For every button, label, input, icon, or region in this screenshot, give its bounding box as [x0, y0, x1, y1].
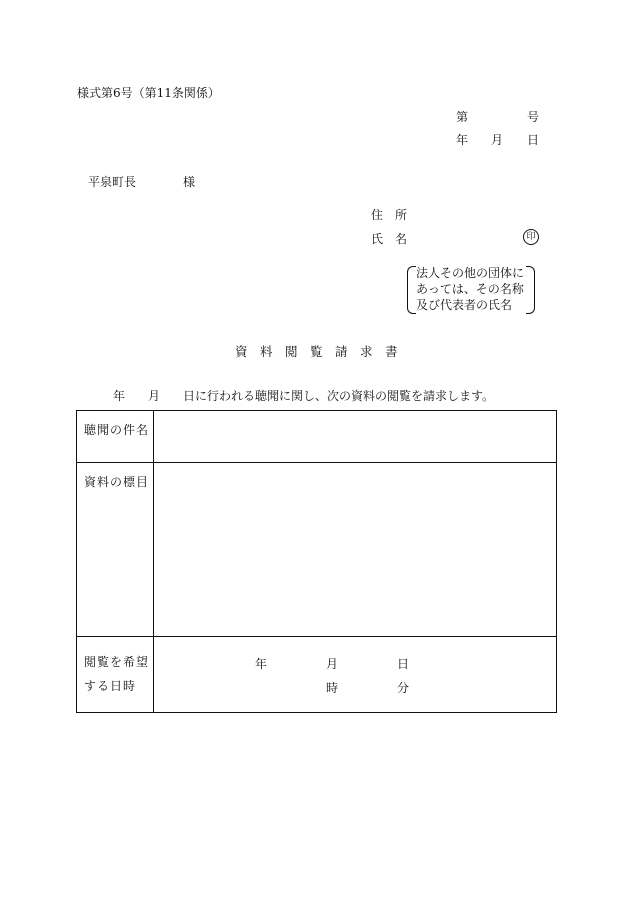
date-month: 月	[491, 133, 504, 147]
dt-hour: 時	[326, 681, 339, 695]
date-year: 年	[456, 133, 469, 147]
doc-number-go: 号	[527, 110, 540, 124]
note-right-bracket	[526, 266, 535, 314]
dt-year: 年	[255, 657, 268, 671]
name-label: 氏 名	[371, 232, 408, 246]
table-row	[77, 463, 557, 637]
intro-text: 日に行われる聴聞に関し、次の資料の閲覧を請求します。	[183, 389, 495, 403]
date-day: 日	[527, 133, 540, 147]
note-line: 法人その他の団体に	[416, 266, 525, 280]
document-title: 資 料 閲 覧 請 求 書	[235, 344, 398, 359]
hearing-subject-field[interactable]	[154, 411, 557, 463]
materials-label: 資料の標目	[84, 475, 150, 489]
address-label: 住 所	[371, 208, 408, 222]
datetime-field[interactable]	[154, 637, 557, 713]
table-row	[77, 637, 557, 713]
materials-list-field[interactable]	[154, 463, 557, 637]
note-line: あっては、その名称	[416, 282, 524, 296]
hearing-label: 聴聞の件名	[84, 423, 150, 437]
addressee-name: 平泉町長	[88, 175, 137, 189]
dt-month: 月	[326, 657, 339, 671]
datetime-label-line1: 閲覧を希望	[84, 655, 150, 669]
note-line: 及び代表者の氏名	[416, 298, 513, 312]
note-left-bracket	[407, 266, 416, 314]
table-row	[77, 411, 557, 463]
doc-number-dai: 第	[456, 110, 469, 124]
request-table	[76, 410, 557, 713]
datetime-label-line2: する日時	[84, 679, 137, 693]
dt-minute: 分	[397, 681, 410, 695]
addressee-honorific: 様	[183, 175, 196, 189]
representative-note	[416, 265, 524, 313]
form-number: 様式第6号（第11条関係）	[77, 86, 220, 100]
intro-month: 月	[148, 389, 161, 403]
seal-mark-icon: 印	[523, 229, 539, 245]
dt-day: 日	[397, 657, 410, 671]
intro-year: 年	[113, 389, 126, 403]
